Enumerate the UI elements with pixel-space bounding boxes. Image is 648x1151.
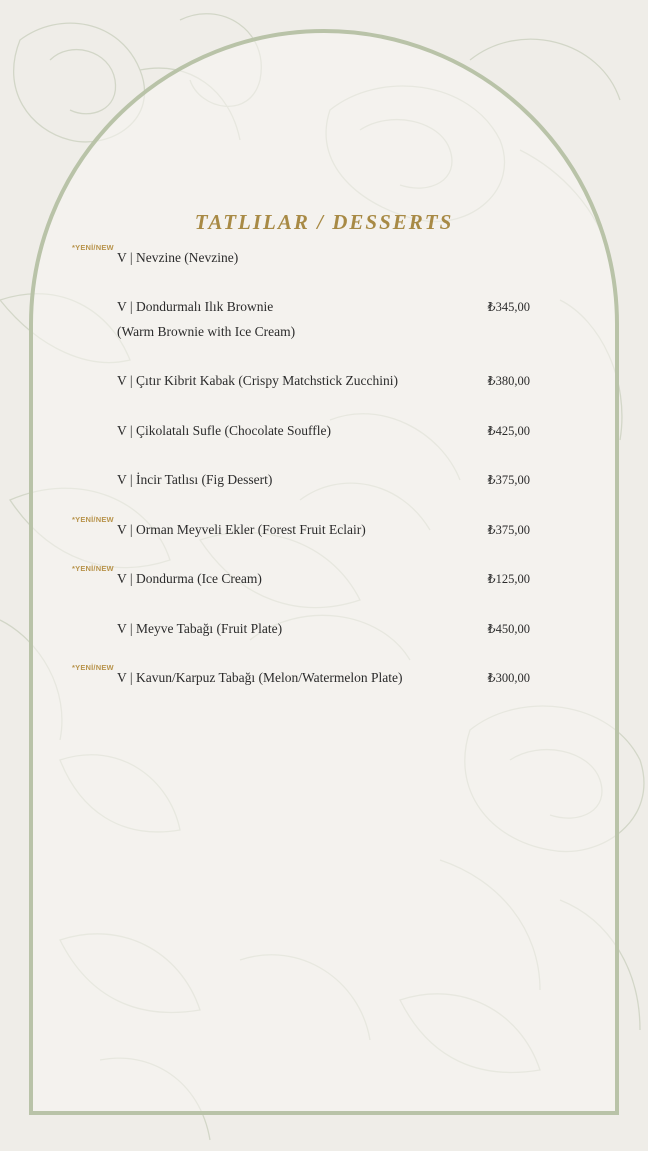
new-badge: *YENİ/NEW xyxy=(72,663,114,672)
menu-item-name: V | Dondurmalı Ilık Brownie xyxy=(117,299,274,314)
menu-item-name: V | Dondurma (Ice Cream) xyxy=(117,571,262,586)
menu-item-price: ₺300,00 xyxy=(487,671,530,685)
menu-item-name: V | Kavun/Karpuz Tabağı (Melon/Watermelon Plate) xyxy=(117,670,403,685)
menu-item-price: ₺345,00 xyxy=(487,300,530,314)
new-badge: *YENİ/NEW xyxy=(72,243,114,252)
menu-item-name: V | Nevzine (Nevzine) xyxy=(117,250,239,265)
menu-item-subtitle: (Warm Brownie with Ice Cream) xyxy=(117,324,296,339)
menu-item-name: V | Orman Meyveli Ekler (Forest Fruit Eclair) xyxy=(117,522,366,537)
new-badge: *YENİ/NEW xyxy=(72,515,114,524)
menu-item-price: ₺375,00 xyxy=(487,473,530,487)
menu-item-name: V | Çikolatalı Sufle (Chocolate Souffle) xyxy=(117,423,332,438)
menu-item-name: V | İncir Tatlısı (Fig Dessert) xyxy=(117,472,273,487)
menu-item-price: ₺425,00 xyxy=(487,424,530,438)
new-badge: *YENİ/NEW xyxy=(72,564,114,573)
menu-item-price: ₺375,00 xyxy=(487,523,530,537)
menu-title: TATLILAR / DESSERTS xyxy=(194,210,454,234)
menu-item-name: V | Çıtır Kibrit Kabak (Crispy Matchstick Zucchini) xyxy=(117,373,399,388)
menu-item-name: V | Meyve Tabağı (Fruit Plate) xyxy=(117,621,283,636)
menu-item-price: ₺380,00 xyxy=(487,374,530,388)
menu-item-price: ₺450,00 xyxy=(487,622,530,636)
menu-item-price: ₺125,00 xyxy=(487,572,530,586)
